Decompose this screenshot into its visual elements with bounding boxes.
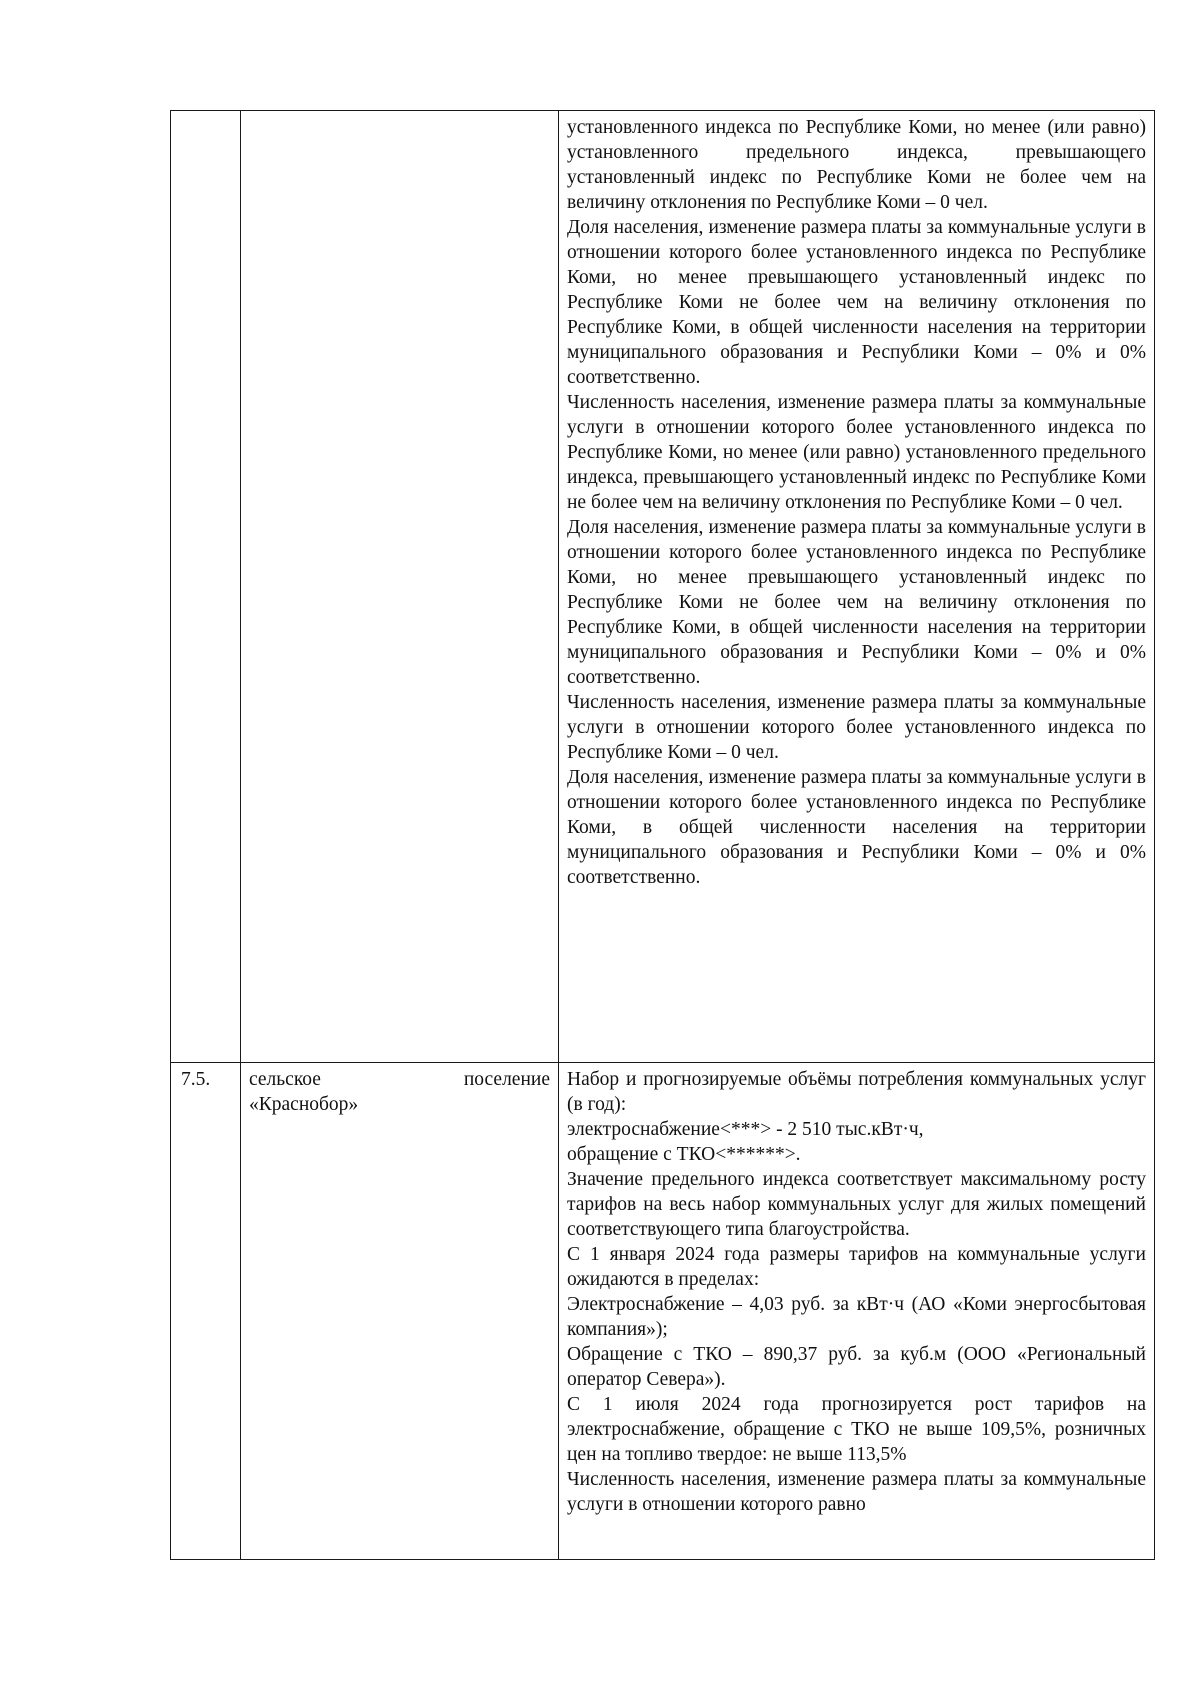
description-paragraph: установленного индекса по Республике Коми, но менее (или равно) установленного предельного индекса, превышающего установленный индекс по Республике Коми не более чем на величину отклонения по Республике Коми – 0 чел.	[567, 117, 1146, 213]
description-paragraph: обращение с ТКО<******>.	[567, 1144, 801, 1165]
description-paragraph: С 1 июля 2024 года прогнозируется рост тарифов на электроснабжение, обращение с ТКО не выше 109,5%, розничных цен на топливо твердое: не выше 113,5%	[567, 1394, 1146, 1465]
description-paragraph: Обращение с ТКО – 890,37 руб. за куб.м (ООО «Региональный оператор Севера»).	[567, 1344, 1146, 1390]
row-description-cell	[559, 111, 1155, 1063]
description-paragraph: Доля населения, изменение размера платы за коммунальные услуги в отношении которого более установленного индекса по Республике Коми, но менее превышающего установленный индекс по Республике Коми не более чем на величину отклонения по Республике Коми, в общей численности населения на территории муниципального образования и Республики Коми – 0% и 0% соответственно.	[567, 517, 1146, 688]
description-paragraph: Доля населения, изменение размера платы за коммунальные услуги в отношении которого более установленного индекса по Республике Коми, в общей численности населения на территории муниципального образования и Республики Коми – 0% и 0% соответственно.	[567, 767, 1146, 888]
row-number-cell	[171, 111, 241, 1063]
row-description-cell	[559, 1063, 1155, 1560]
table-row-continued	[171, 111, 1155, 1063]
tariff-table	[170, 110, 1155, 1560]
description-paragraph: Электроснабжение – 4,03 руб. за кВт·ч (АО «Коми энергосбытовая компания»);	[567, 1294, 1146, 1340]
settlement-type-word: поселение	[463, 1069, 550, 1090]
settlement-type-word: сельское	[249, 1069, 321, 1090]
description-paragraph: Набор и прогнозируемые объёмы потребления коммунальных услуг (в год):	[567, 1069, 1146, 1115]
row-name-cell	[241, 1063, 559, 1560]
settlement-name: «Краснобор»	[249, 1094, 359, 1115]
table-row-7-5	[171, 1063, 1155, 1560]
description-paragraph: С 1 января 2024 года размеры тарифов на коммунальные услуги ожидаются в пределах:	[567, 1244, 1146, 1290]
description-paragraph: Численность населения, изменение размера платы за коммунальные услуги в отношении которого более установленного индекса по Республике Коми – 0 чел.	[567, 692, 1146, 763]
description-paragraph: Численность населения, изменение размера платы за коммунальные услуги в отношении которого более установленного индекса по Республике Коми, но менее (или равно) установленного предельного индекса, превышающего установленный индекс по Республике Коми не более чем на величину отклонения по Республике Коми – 0 чел.	[567, 392, 1146, 513]
description-paragraph: Численность населения, изменение размера платы за коммунальные услуги в отношении которого равно	[567, 1469, 1146, 1515]
settlement-type	[249, 1067, 550, 1092]
row-number-cell: 7.5.	[171, 1063, 241, 1560]
description-paragraph: Значение предельного индекса соответствует максимальному росту тарифов на весь набор коммунальных услуг для жилых помещений соответствующего типа благоустройства.	[567, 1169, 1146, 1240]
description-paragraph: Доля населения, изменение размера платы за коммунальные услуги в отношении которого более установленного индекса по Республике Коми, но менее превышающего установленный индекс по Республике Коми не более чем на величину отклонения по Республике Коми, в общей численности населения на территории муниципального образования и Республики Коми – 0% и 0% соответственно.	[567, 217, 1146, 388]
description-paragraph: электроснабжение<***> - 2 510 тыс.кВт·ч,	[567, 1119, 924, 1140]
row-name-cell	[241, 111, 559, 1063]
